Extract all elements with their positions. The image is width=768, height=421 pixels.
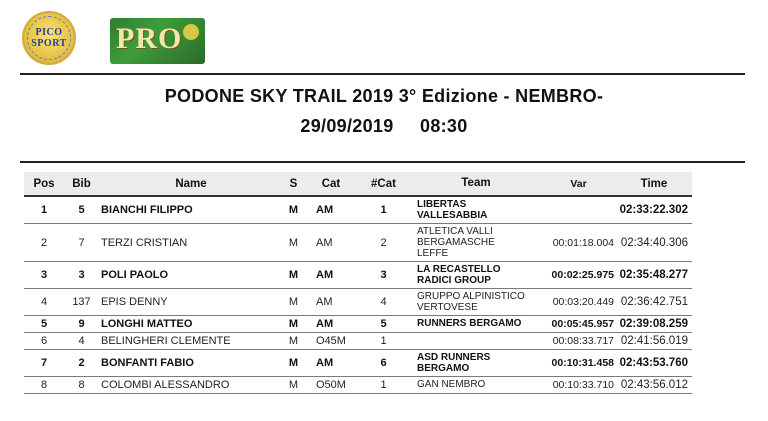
col-header-ncat: #Cat [356, 172, 411, 196]
cell-pos: 2 [24, 224, 64, 262]
cell-var: 00:05:45.957 [541, 316, 616, 333]
cell-pos: 8 [24, 377, 64, 394]
cell-name: COLOMBI ALESSANDRO [99, 377, 281, 394]
cell-time: 02:33:22.302 [616, 196, 692, 224]
cell-pos: 3 [24, 262, 64, 289]
cell-pos: 6 [24, 333, 64, 350]
team-line: LA RECASTELLO [417, 264, 501, 275]
cell-var: 00:01:18.004 [541, 224, 616, 262]
cell-time: 02:36:42.751 [616, 289, 692, 316]
cell-cat: AM [306, 350, 356, 377]
cell-time: 02:34:40.306 [616, 224, 692, 262]
cell-cat: AM [306, 316, 356, 333]
cell-ncat: 1 [356, 196, 411, 224]
cell-name: EPIS DENNY [99, 289, 281, 316]
table-row [24, 377, 692, 394]
cell-name: BONFANTI FABIO [99, 350, 281, 377]
cell-sex: M [281, 262, 306, 289]
table-row [24, 262, 692, 289]
cell-time: 02:41:56.019 [616, 333, 692, 350]
col-header-name: Name [99, 172, 281, 196]
cell-cat: AM [306, 224, 356, 262]
table-row [24, 333, 692, 350]
cell-bib: 137 [64, 289, 99, 316]
table-row [24, 196, 692, 224]
cell-var: 00:10:31.458 [541, 350, 616, 377]
team-line: RUNNERS BERGAMO [417, 318, 522, 329]
team-line: BERGAMASCHE [417, 237, 495, 248]
team-line: VALLESABBIA [417, 210, 488, 221]
cell-sex: M [281, 316, 306, 333]
cell-cat: AM [306, 262, 356, 289]
pro-logo-text: PRO [116, 22, 183, 55]
cell-cat: AM [306, 196, 356, 224]
cell-pos: 1 [24, 196, 64, 224]
cell-sex: M [281, 333, 306, 350]
results-body [24, 196, 692, 394]
table-row [24, 224, 692, 262]
cell-bib: 8 [64, 377, 99, 394]
cell-name: LONGHI MATTEO [99, 316, 281, 333]
col-header-cat: Cat [306, 172, 356, 196]
sun-icon [183, 24, 199, 40]
col-header-var: Var [541, 172, 616, 196]
pico-sport-logo [22, 11, 76, 65]
cell-name: BIANCHI FILIPPO [99, 196, 281, 224]
team-line: LEFFE [417, 248, 449, 259]
cell-team [411, 350, 541, 377]
cell-team [411, 262, 541, 289]
cell-pos: 5 [24, 316, 64, 333]
cell-pos: 4 [24, 289, 64, 316]
cell-team [411, 289, 541, 316]
col-header-bib: Bib [64, 172, 99, 196]
col-header-sex: S [281, 172, 306, 196]
cell-bib: 4 [64, 333, 99, 350]
cell-pos: 7 [24, 350, 64, 377]
cell-sex: M [281, 350, 306, 377]
table-header-row [24, 172, 692, 196]
cell-time: 02:43:53.760 [616, 350, 692, 377]
cell-var: 00:02:25.975 [541, 262, 616, 289]
team-line: GRUPPO ALPINISTICO [417, 291, 525, 302]
cell-ncat: 1 [356, 333, 411, 350]
cell-ncat: 1 [356, 377, 411, 394]
cell-var [541, 196, 616, 224]
cell-ncat: 2 [356, 224, 411, 262]
page-title: PODONE SKY TRAIL 2019 3° Edizione - NEMBRO- [164, 86, 604, 106]
cell-name: TERZI CRISTIAN [99, 224, 281, 262]
cell-time: 02:35:48.277 [616, 262, 692, 289]
cell-time: 02:43:56.012 [616, 377, 692, 394]
table-row [24, 350, 692, 377]
results-table [24, 172, 692, 394]
cell-bib: 3 [64, 262, 99, 289]
cell-team [411, 333, 541, 350]
cell-team [411, 224, 541, 262]
cell-cat: AM [306, 289, 356, 316]
team-line: RADICI GROUP [417, 275, 491, 286]
cell-bib: 2 [64, 350, 99, 377]
cell-team [411, 316, 541, 333]
team-line: BERGAMO [417, 363, 470, 374]
col-header-pos: Pos [24, 172, 64, 196]
cell-cat: O50M [306, 377, 356, 394]
logo-text-line1: PICO [35, 27, 63, 38]
pro-logo [110, 18, 205, 64]
team-line: LIBERTAS [417, 199, 467, 210]
team-line: ASD RUNNERS [417, 352, 491, 363]
logo-text-line2: SPORT [31, 38, 67, 49]
cell-name: BELINGHERI CLEMENTE [99, 333, 281, 350]
cell-var: 00:03:20.449 [541, 289, 616, 316]
cell-sex: M [281, 377, 306, 394]
cell-bib: 7 [64, 224, 99, 262]
cell-team [411, 377, 541, 394]
cell-sex: M [281, 224, 306, 262]
cell-team [411, 196, 541, 224]
team-line: GAN NEMBRO [417, 379, 486, 390]
table-row [24, 316, 692, 333]
middle-divider [20, 161, 745, 163]
table-row [24, 289, 692, 316]
cell-bib: 5 [64, 196, 99, 224]
team-line: VERTOVESE [417, 302, 478, 313]
cell-var: 00:08:33.717 [541, 333, 616, 350]
logo-ring [27, 16, 71, 60]
cell-sex: M [281, 289, 306, 316]
cell-var: 00:10:33.710 [541, 377, 616, 394]
cell-cat: O45M [306, 333, 356, 350]
cell-bib: 9 [64, 316, 99, 333]
page-subtitle: 29/09/2019 08:30 [300, 116, 468, 136]
cell-ncat: 5 [356, 316, 411, 333]
cell-time: 02:39:08.259 [616, 316, 692, 333]
cell-ncat: 3 [356, 262, 411, 289]
col-header-time: Time [616, 172, 692, 196]
top-divider [20, 73, 745, 75]
cell-ncat: 6 [356, 350, 411, 377]
col-header-team: Team [411, 172, 541, 196]
cell-sex: M [281, 196, 306, 224]
cell-ncat: 4 [356, 289, 411, 316]
cell-name: POLI PAOLO [99, 262, 281, 289]
team-line: ATLETICA VALLI [417, 226, 493, 237]
